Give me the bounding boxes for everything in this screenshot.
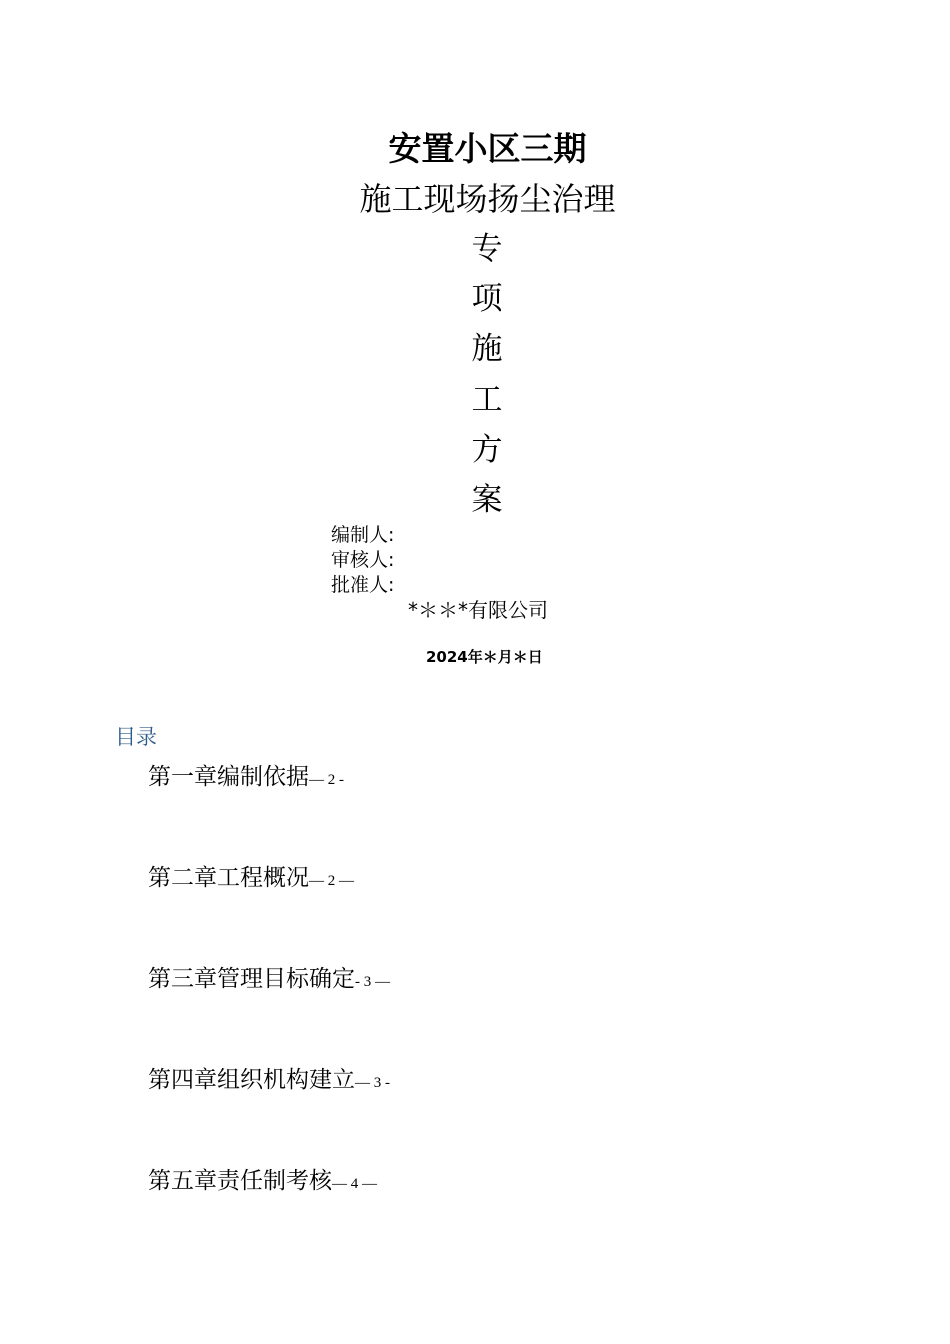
toc-entry-chapter-5[interactable]: [148, 1166, 377, 1199]
vertical-title-char: 方: [471, 432, 503, 468]
toc-heading: 目录: [115, 725, 157, 749]
toc-entry-page: — 2 -: [309, 772, 344, 788]
toc-entry-page: - 3 —: [355, 974, 390, 990]
document-title: 安置小区三期: [388, 129, 587, 168]
toc-entry-page: — 4 —: [332, 1176, 377, 1192]
toc-entry-title: 第五章责任制考核: [148, 1168, 332, 1194]
vertical-title-char: 案: [471, 482, 503, 518]
vertical-title-char: 项: [471, 281, 503, 317]
company-name: *＊＊*有限公司: [408, 598, 548, 622]
toc-entry-title: 第四章组织机构建立: [148, 1067, 355, 1093]
vertical-title-char: 专: [471, 231, 503, 267]
toc-entry-title: 第三章管理目标确定: [148, 966, 355, 992]
vertical-title-char: 工: [471, 382, 503, 418]
toc-entry-chapter-2[interactable]: [148, 863, 354, 896]
reviewer-label: 审核人:: [331, 549, 395, 571]
toc-entry-chapter-4[interactable]: [148, 1065, 390, 1098]
approver-label: 批准人:: [331, 574, 395, 596]
toc-entry-title: 第一章编制依据: [148, 764, 309, 790]
toc-entry-page: — 2 —: [309, 873, 354, 889]
toc-entry-page: — 3 -: [355, 1075, 390, 1091]
document-subtitle: 施工现场扬尘治理: [359, 180, 616, 218]
toc-entry-title: 第二章工程概况: [148, 865, 309, 891]
vertical-title-char: 施: [471, 331, 503, 367]
toc-entry-chapter-1[interactable]: [148, 762, 344, 795]
document-date: 2024年＊月＊日: [426, 648, 543, 666]
toc-entry-chapter-3[interactable]: [148, 964, 390, 997]
compiler-label: 编制人:: [331, 524, 395, 546]
